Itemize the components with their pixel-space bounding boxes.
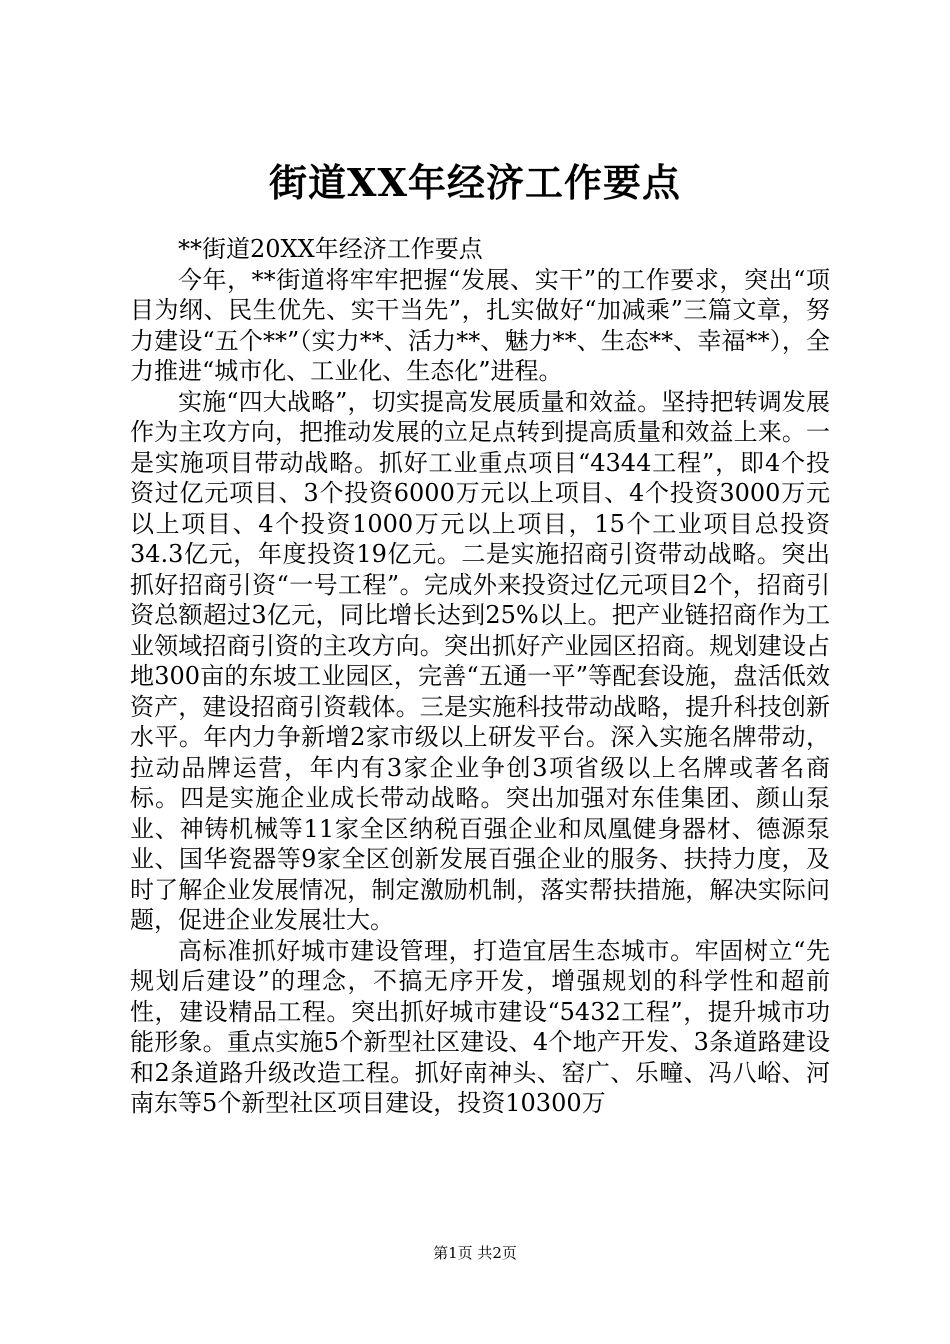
urban-construction-paragraph: 高标准抓好城市建设管理，打造宜居生态城市。牢固树立“先规划后建设”的理念，不搞无序开发，增强规划的科学性和超前性，建设精品工程。突出抓好城市建设“5432工程”，提升城市功能形象。重点实施5个新型社区建设、4个地产开发、3条道路建设和2条道路升级改造工程。抓好南神头、窑广、乐疃、冯八峪、河南东等5个新型社区项目建设，投资10300万 (130, 936, 830, 1117)
document-body (130, 234, 830, 1119)
page-footer: 第1页 共2页 (433, 1244, 517, 1262)
document-title: 街道XX年经济工作要点 (269, 160, 681, 205)
subtitle-paragraph: **街道20XX年经济工作要点 (178, 235, 483, 263)
intro-paragraph: 今年，**街道将牢牢把握“发展、实干”的工作要求，突出“项目为纲、民生优先、实干当先”，扎实做好“加减乘”三篇文章，努力建设“五个**”（实力**、活力**、魅力**、生态**、幸福**），全力推进“城市化、工业化、生态化”进程。 (130, 265, 830, 385)
strategy-paragraph: 实施“四大战略”，切实提高发展质量和效益。坚持把转调发展作为主攻方向，把推动发展的立足点转到提高质量和效益上来。一是实施项目带动战略。抓好工业重点项目“4344工程”，即4个投资过亿元项目、3个投资6000万元以上项目、4个投资3000万元以上项目、4个投资1000万元以上项目，15个工业项目总投资34.3亿元，年度投资19亿元。二是实施招商引资带动战略。突出抓好招商引资“一号工程”。完成外来投资过亿元项目2个，招商引资总额超过3亿元，同比增长达到25%以上。把产业链招商作为工业领域招商引资的主攻方向。突出抓好产业园区招商。规划建设占地300亩的东坡工业园区，完善“五通一平”等配套设施，盘活低效资产，建设招商引资载体。三是实施科技带动战略，提升科技创新水平。年内力争新增2家市级以上研发平台。深入实施名牌带动，拉动品牌运营，年内有3家企业争创3项省级以上名牌或著名商标。四是实施企业成长带动战略。突出加强对东佳集团、颜山泵业、神铸机械等11家全区纳税百强企业和凤凰健身器材、德源泵业、国华瓷器等9家全区创新发展百强企业的服务、扶持力度，及时了解企业发展情况，制定激励机制，落实帮扶措施，解决实际问题，促进企业发展壮大。 (130, 387, 830, 934)
